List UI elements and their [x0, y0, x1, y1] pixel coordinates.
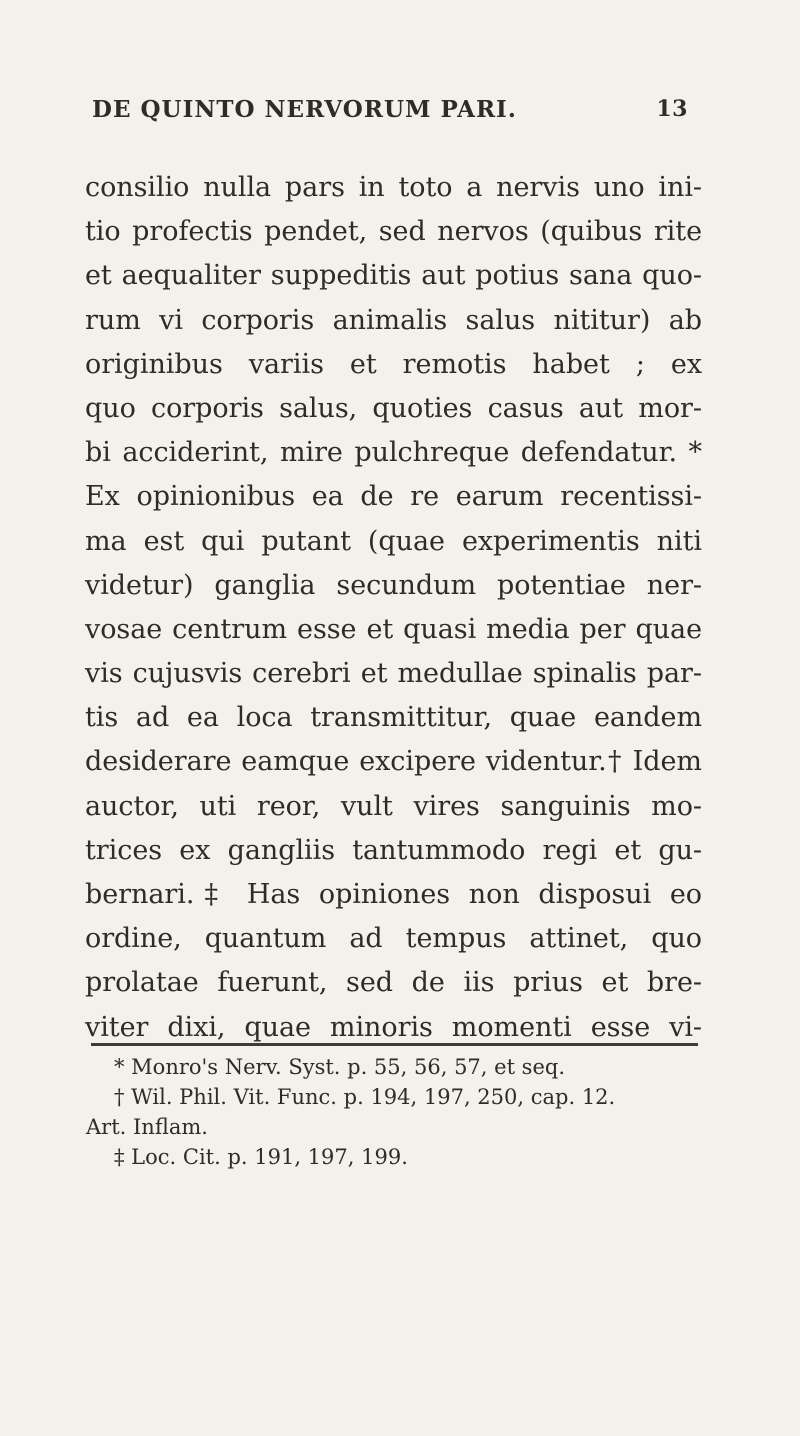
- body-line: ordine, quantum ad tempus attinet, quo: [85, 923, 702, 955]
- running-head: DE QUINTO NERVORUM PARI.: [92, 96, 517, 123]
- footnote-monro: * Monro's Nerv. Syst. p. 55, 56, 57, et seq.: [114, 1055, 566, 1079]
- footnote-divider: [91, 1043, 698, 1046]
- body-line: Ex opinionibus ea de re earum recentissi-: [85, 481, 702, 513]
- body-line: vis cujusvis cerebri et medullae spinalis par-: [85, 658, 702, 690]
- body-line: ma est qui putant (quae experimentis niti: [85, 525, 702, 557]
- body-line: tis ad ea loca transmittitur, quae eandem: [85, 702, 702, 734]
- body-line: quo corporis salus, quoties casus aut mor-: [85, 392, 702, 424]
- body-line: desiderare eamque excipere videntur.† Idem: [85, 746, 702, 778]
- body-line: videtur) ganglia secundum potentiae ner-: [85, 569, 702, 601]
- body-line: tio profectis pendet, sed nervos (quibus rite: [85, 216, 702, 248]
- main-text: [85, 166, 702, 1050]
- body-line: auctor, uti reor, vult vires sanguinis mo-: [85, 790, 702, 822]
- footnote-loc-cit: ‡ Loc. Cit. p. 191, 197, 199.: [114, 1145, 408, 1169]
- body-line: rum vi corporis animalis salus nititur) ab: [85, 304, 702, 336]
- body-line: vosae centrum esse et quasi media per quae: [85, 613, 702, 645]
- body-line: bi acciderint, mire pulchreque defendatur. *: [85, 437, 702, 469]
- page-number: 13: [656, 96, 688, 122]
- body-line: consilio nulla pars in toto a nervis uno ini-: [85, 172, 702, 203]
- body-line: prolatae fuerunt, sed de iis prius et bre-: [85, 967, 702, 999]
- footnote-wil-phil: † Wil. Phil. Vit. Func. p. 194, 197, 250, cap. 12.: [114, 1085, 616, 1109]
- footnote-continuation: Art. Inflam.: [86, 1115, 208, 1139]
- page-header: [92, 96, 688, 140]
- body-line: trices ex gangliis tantummodo regi et gu-: [85, 834, 702, 866]
- body-line: originibus variis et remotis habet ; ex: [85, 348, 702, 380]
- body-line: viter dixi, quae minoris momenti esse vi-: [85, 1011, 702, 1043]
- body-line: et aequaliter suppeditis aut potius sana quo-: [85, 260, 702, 292]
- footnotes: [86, 1052, 702, 1172]
- body-line: bernari.‡ Has opiniones non disposui eo: [85, 879, 702, 910]
